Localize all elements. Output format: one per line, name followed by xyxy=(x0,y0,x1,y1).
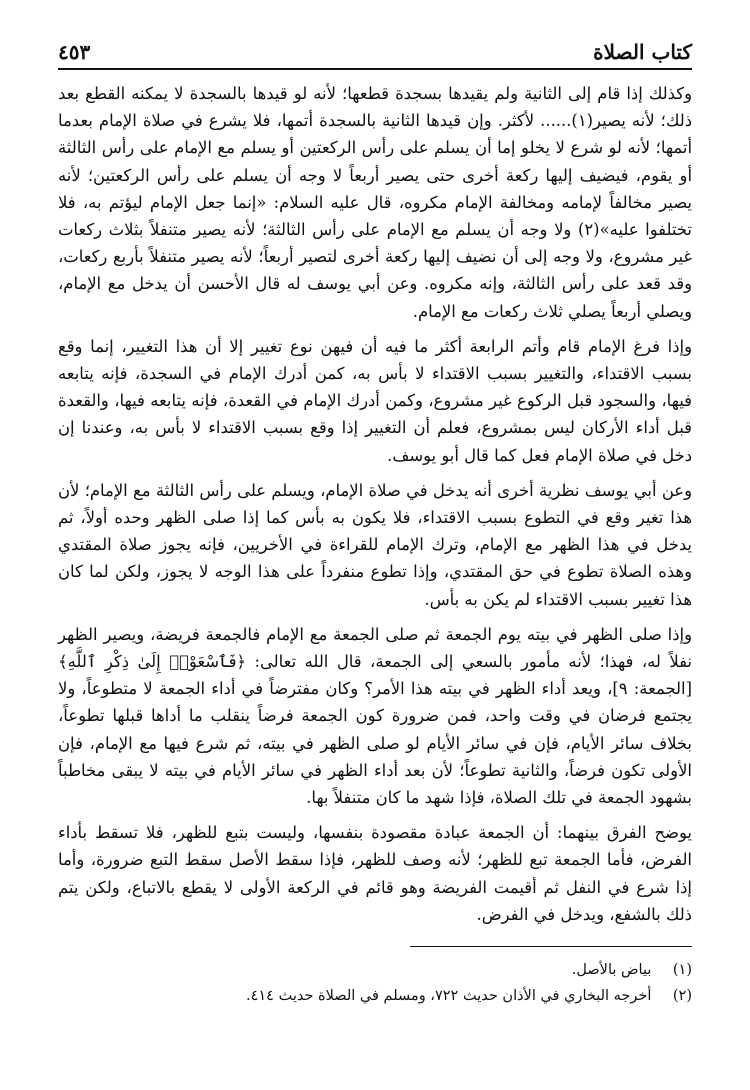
footnote-separator xyxy=(410,946,692,947)
footnote xyxy=(58,957,692,983)
paragraph: وإذا فرغ الإمام قام وأتم الرابعة أكثر ما فيه أن فيهن نوع تغيير إلا أن هذا التغيير، إنما وقع بسبب الاقتداء، والتغيير بسبب الاقتداء لا بأس به، كمن أدرك الإمام في السجدة، فإنه يتابعه فيها، والسجود قبل الركوع غير مشروع، وكمن أدرك الإمام في القعدة، فإنه يتابعه فيها، والقعدة قبل أداء الأركان ليس بمشروع، فعلم أن التغيير إذا وقع بسبب الاقتداء لا بأس به، وعندنا إن دخل في صلاة الإمام فعل كما قال أبو يوسف. xyxy=(58,336,692,465)
footnote-text: بياض بالأصل. xyxy=(571,962,652,979)
footnote-text: أخرجه البخاري في الأذان حديث ٧٢٢، ومسلم في الصلاة حديث ٤١٤. xyxy=(245,988,652,1005)
paragraph: يوضح الفرق بينهما: أن الجمعة عبادة مقصودة بنفسها، وليست بتبع للظهر، فلا تسقط بأداء الفرض، فأما الجمعة تبع للظهر؛ لأنه وصف للظهر، فإذا سقط الأصل سقط التبع ضرورة، وأما إذا شرع في النفل ثم أقيمت الفريضة وهو قائم في الركعة الأولى لا يقطع بالاتباع، ولكن يتم ذلك بالشفع، ويدخل في الفرض. xyxy=(58,823,692,924)
paragraph: وكذلك إذا قام إلى الثانية ولم يقيدها بسجدة قطعها؛ لأنه لو قيدها بالسجدة لا يمكنه القطع بعد ذلك؛ لأنه يصير(١)...... لأكثر. وإن قيدها الثانية بالسجدة أتمها، فلا يشرع في صلاة الإمام بعدما أتمها؛ لأنه لو شرع لا يخلو إما أن يسلم على رأس الركعتين أو يسلم مع الإمام على رأس الثالثة أو يقوم، فيضيف إليها ركعة أخرى حتى يصير أربعاً لا وجه أن يسلم على رأس الركعتين؛ لأنه يصير مخالفاً لإمامه ومخالفة الإمام مكروه، قال عليه السلام: «إنما جعل الإمام ليؤتم به، فلا تختلفوا عليه»(٢) ولا وجه أن يسلم مع الإمام على رأس الثالثة؛ لأنه يصير متنفلاً بثلاث ركعات غير مشروع، ولا وجه إلى أن نضيف إليها ركعة أخرى لتصير أربعاً؛ لأنه يصير متنفلاً بأربع ركعات، وقد قعد على رأس الثالثة، وإنه مكروه. وعن أبي يوسف له قال الأحسن أن يدخل مع الإمام، ويصلي أربعاً يصلي ثلاث ركعات مع الإمام. xyxy=(58,84,692,321)
footnote-number: (٢) xyxy=(672,988,692,1005)
main-text xyxy=(58,80,692,928)
paragraph: وعن أبي يوسف نظرية أخرى أنه يدخل في صلاة الإمام، ويسلم على رأس الثالثة مع الإمام؛ لأن هذا تغير وقع في التطوع بسبب الاقتداء، فلا يكون به بأس كما إذا صلى الظهر وحده أولاً، ثم يدخل في هذا الظهر مع الإمام، وترك الإمام للقراءة في الأخريين، فإنه يجوز صلاة المقتدي وهذه الصلاة تطوع في حق المقتدي، وإذا تطوع منفرداً على هذا الوجه لا يجوز، ولكن لما كان هذا تغيير بسبب الاقتداء لم يكن به بأس. xyxy=(58,480,692,609)
page-number: ٤٥٣ xyxy=(58,40,91,64)
chapter-title: كتاب الصلاة xyxy=(593,40,692,64)
footnote-number: (١) xyxy=(672,962,692,979)
page-header xyxy=(58,34,692,70)
paragraph: وإذا صلى الظهر في بيته يوم الجمعة ثم صلى الجمعة مع الإمام فالجمعة فريضة، ويصير الظهر نفلاً له، فهذا؛ لأنه مأمور بالسعي إلى الجمعة، قال الله تعالى: ﴿فَٱسْعَوْا۟ إِلَىٰ ذِكْرِ ٱللَّهِ﴾ [الجمعة: ٩]، ويعد أداء الظهر في بيته هذا الأمر؟ وكان مفترضاً في أداء الجمعة لا متطوعاً، ولا يجتمع فرضان في وقت واحد، فمن ضرورة كون الجمعة فرضاً ينقلب ما أداها قبلها تطوعاً، بخلاف سائر الأيام، فإن في سائر الأيام لو صلى الظهر في بيته، ثم شرع فيها مع الإمام، فإن الأولى تكون فرضاً، والثانية تطوعاً؛ لأن بعد أداء الظهر في سائر الأيام في بيته لا يبقى مخاطباً بشهود الجمعة في تلك الصلاة، فإذا شهد ما كان متنفلاً بها. xyxy=(58,624,692,808)
footnotes xyxy=(58,957,692,1009)
footnote xyxy=(58,983,692,1009)
